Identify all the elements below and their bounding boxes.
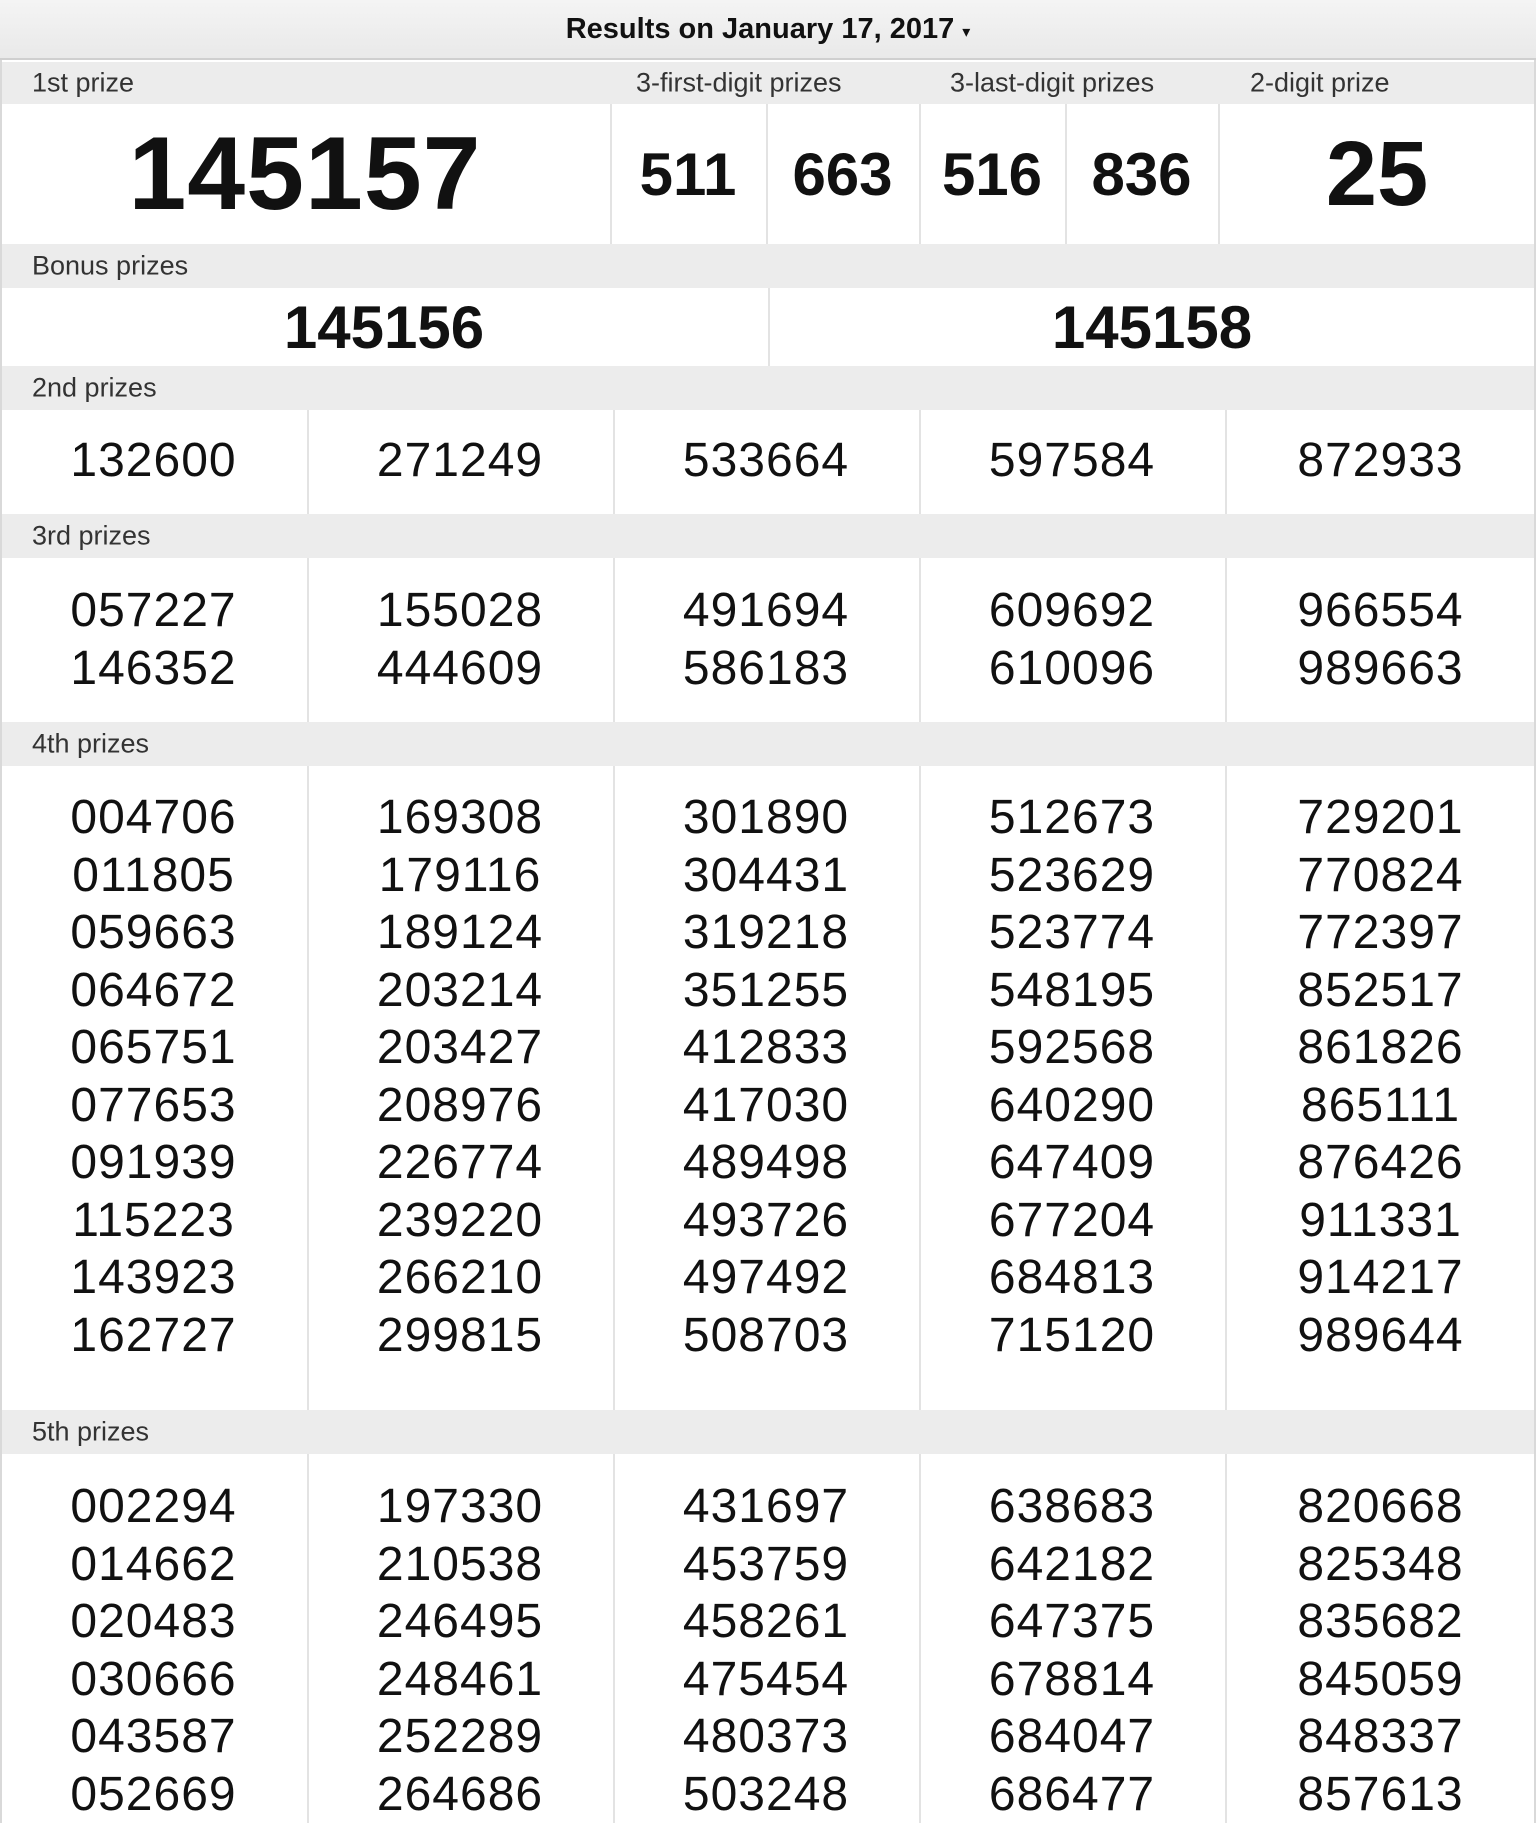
divider [613, 558, 615, 722]
fourth-prize-column [613, 789, 919, 1364]
fourth-prize-number: 715120 [988, 1308, 1156, 1362]
fourth-prize-number: 677204 [988, 1193, 1156, 1247]
fourth-prize-number: 523774 [988, 906, 1156, 959]
fourth-prize-column [0, 789, 307, 1364]
second-prize-column [1225, 432, 1536, 490]
three-first-digit-header: 3-first-digit prizes [636, 67, 842, 98]
divider [613, 410, 615, 514]
fourth-prize-number: 770824 [1297, 848, 1464, 902]
divider [613, 1454, 615, 1823]
third-prizes-label: 3rd prizes [32, 520, 151, 551]
fourth-prize-number: 865111 [1300, 1078, 1461, 1132]
third-prize-number: 146352 [70, 641, 237, 695]
third-prize-number: 444609 [376, 641, 544, 695]
three-last-digit-value: 516 [941, 140, 1043, 208]
fourth-prizes-label: 4th prizes [32, 728, 150, 759]
divider [1225, 766, 1227, 1410]
fourth-prize-number: 319218 [682, 906, 850, 959]
divider [919, 1454, 921, 1823]
divider [307, 410, 309, 514]
fifth-prize-number: 210538 [376, 1537, 544, 1591]
fourth-prize-number: 239220 [376, 1193, 544, 1247]
fifth-prize-column [613, 1478, 919, 1823]
fifth-prize-number: 431697 [682, 1480, 850, 1533]
divider [919, 766, 921, 1410]
second-prize-column [919, 432, 1225, 490]
fourth-prize-number: 772397 [1297, 906, 1464, 959]
fourth-prize-number: 852517 [1297, 963, 1464, 1017]
third-prize-column [0, 582, 307, 697]
fourth-prize-number: 169308 [376, 791, 544, 844]
fourth-prize-column [307, 789, 613, 1364]
fourth-prize-number: 417030 [682, 1078, 850, 1132]
fourth-prize-number: 876426 [1297, 1136, 1464, 1189]
fifth-prize-number: 835682 [1297, 1595, 1464, 1648]
fourth-prize-number: 351255 [682, 963, 850, 1017]
fifth-prize-number: 252289 [376, 1710, 544, 1763]
fourth-prize-number: 077653 [70, 1078, 237, 1132]
date-selector-label: Results on January 17, 2017 [565, 12, 955, 45]
third-prize-number: 966554 [1297, 584, 1464, 637]
third-prize-column [307, 582, 613, 697]
fourth-prize-number: 266210 [376, 1251, 544, 1304]
fifth-prize-number: 043587 [70, 1710, 237, 1763]
date-selector[interactable] [0, 0, 1536, 60]
fourth-prize-number: 179116 [378, 848, 542, 902]
third-prize-number: 609692 [988, 584, 1156, 637]
fourth-prize-number: 523629 [988, 848, 1156, 902]
chevron-down-icon: ▾ [962, 24, 971, 41]
fifth-prizes-header [0, 1410, 1536, 1454]
fourth-prize-number: 143923 [70, 1251, 237, 1304]
fifth-prize-number: 197330 [376, 1480, 544, 1533]
fourth-prize-number: 729201 [1297, 791, 1464, 844]
third-prize-number: 491694 [682, 584, 850, 637]
third-prize-column [1225, 582, 1536, 697]
fifth-prize-number: 264686 [376, 1767, 544, 1821]
third-prize-column [613, 582, 919, 697]
fifth-prize-number: 848337 [1297, 1710, 1464, 1763]
fourth-prize-number: 489498 [682, 1136, 850, 1189]
fifth-prize-column [919, 1478, 1225, 1823]
fifth-prize-number: 453759 [682, 1537, 850, 1591]
third-prize-column [919, 582, 1225, 697]
fifth-prize-number: 638683 [988, 1480, 1156, 1533]
divider [613, 766, 615, 1410]
three-first-digit-value: 511 [639, 140, 737, 208]
divider [1218, 104, 1220, 244]
divider [0, 60, 2, 1823]
divider [766, 104, 768, 244]
fourth-prize-number: 548195 [988, 963, 1156, 1017]
divider [1065, 104, 1067, 244]
third-prize-number: 610096 [988, 641, 1156, 695]
second-prize-column [0, 432, 307, 490]
bonus-prizes-label: Bonus prizes [32, 250, 189, 281]
fourth-prize-number: 640290 [988, 1078, 1156, 1132]
fourth-prize-number: 684813 [988, 1251, 1156, 1304]
fourth-prizes-header [0, 722, 1536, 766]
fourth-prize-number: 989644 [1297, 1308, 1464, 1362]
fourth-prize-number: 226774 [376, 1136, 544, 1189]
fourth-prize-number: 412833 [682, 1021, 850, 1074]
fourth-prize-column [1225, 789, 1536, 1364]
fourth-prize-number: 592568 [988, 1021, 1156, 1074]
second-prize-number: 533664 [682, 434, 850, 487]
fourth-prize-number: 064672 [70, 963, 237, 1017]
fourth-prize-number: 115223 [72, 1193, 235, 1247]
second-prizes-label: 2nd prizes [32, 372, 157, 403]
fourth-prize-number: 004706 [70, 791, 237, 844]
fourth-prize-number: 065751 [70, 1021, 237, 1074]
second-prize-number: 872933 [1297, 434, 1464, 487]
fourth-prize-number: 647409 [988, 1136, 1156, 1189]
fourth-prize-number: 508703 [682, 1308, 850, 1362]
two-digit-value: 25 [1325, 122, 1429, 225]
fourth-prize-number: 162727 [70, 1308, 237, 1362]
fifth-prize-column [307, 1478, 613, 1823]
fifth-prize-number: 845059 [1297, 1652, 1464, 1706]
divider [1225, 1454, 1227, 1823]
divider [1225, 558, 1227, 722]
fifth-prize-number: 503248 [682, 1767, 850, 1821]
bonus-prize-value: 145158 [1051, 293, 1253, 361]
second-prize-column [613, 432, 919, 490]
third-prize-number: 057227 [70, 584, 237, 637]
third-prize-number: 155028 [376, 584, 544, 637]
divider [610, 104, 612, 244]
fifth-prize-number: 002294 [70, 1480, 237, 1533]
divider [768, 288, 770, 366]
fourth-prize-number: 512673 [988, 791, 1156, 844]
fifth-prize-number: 030666 [70, 1652, 237, 1706]
fourth-prize-number: 493726 [682, 1193, 850, 1247]
three-last-digit-header: 3-last-digit prizes [950, 67, 1155, 98]
fifth-prize-number: 820668 [1297, 1480, 1464, 1533]
second-prize-number: 271249 [376, 434, 544, 487]
top-prize-header-row [0, 62, 1536, 104]
first-prize-value: 145157 [128, 115, 482, 232]
fifth-prize-number: 480373 [682, 1710, 850, 1763]
fourth-prize-number: 861826 [1297, 1021, 1464, 1074]
fifth-prize-number: 678814 [988, 1652, 1156, 1706]
fifth-prize-number: 857613 [1297, 1767, 1464, 1821]
fourth-prize-number: 299815 [376, 1308, 544, 1362]
third-prize-number: 989663 [1297, 641, 1464, 695]
fourth-prize-number: 059663 [70, 906, 237, 959]
first-prize-header: 1st prize [32, 67, 135, 98]
second-prize-number: 597584 [988, 434, 1156, 487]
fifth-prize-number: 686477 [988, 1767, 1156, 1821]
two-digit-header: 2-digit prize [1250, 67, 1390, 98]
divider [307, 766, 309, 1410]
third-prize-number: 586183 [682, 641, 850, 695]
fourth-prize-number: 911331 [1299, 1193, 1462, 1247]
three-last-digit-value: 836 [1091, 140, 1192, 208]
fourth-prize-number: 301890 [682, 791, 850, 844]
fifth-prize-number: 020483 [70, 1595, 237, 1648]
fourth-prize-number: 189124 [376, 906, 544, 959]
fifth-prize-number: 246495 [376, 1595, 544, 1648]
divider [307, 1454, 309, 1823]
fifth-prize-column [1225, 1478, 1536, 1823]
fifth-prize-number: 684047 [988, 1710, 1156, 1763]
bonus-prizes-header [0, 244, 1536, 288]
second-prize-number: 132600 [70, 434, 237, 487]
divider [1225, 410, 1227, 514]
fourth-prize-number: 091939 [70, 1136, 237, 1189]
fifth-prize-number: 014662 [70, 1537, 237, 1591]
fourth-prize-number: 203214 [376, 963, 544, 1017]
three-first-digit-value: 663 [792, 140, 893, 208]
divider [307, 558, 309, 722]
divider [919, 410, 921, 514]
fourth-prize-number: 203427 [376, 1021, 544, 1074]
fourth-prize-number: 011805 [72, 848, 235, 902]
second-prize-column [307, 432, 613, 490]
fifth-prize-number: 825348 [1297, 1537, 1464, 1591]
fifth-prize-number: 248461 [376, 1652, 544, 1706]
fifth-prize-number: 052669 [70, 1767, 237, 1821]
bonus-prize-value: 145156 [283, 293, 485, 361]
fourth-prize-number: 914217 [1297, 1251, 1464, 1304]
fourth-prize-number: 304431 [682, 848, 850, 902]
fourth-prize-number: 208976 [376, 1078, 544, 1132]
second-prizes-header [0, 366, 1536, 410]
divider [919, 104, 921, 244]
divider [919, 558, 921, 722]
fifth-prize-number: 642182 [988, 1537, 1156, 1591]
fifth-prize-number: 647375 [988, 1595, 1156, 1648]
third-prizes-header [0, 514, 1536, 558]
fifth-prizes-label: 5th prizes [32, 1416, 150, 1447]
fourth-prize-column [919, 789, 1225, 1364]
fifth-prize-number: 475454 [682, 1652, 850, 1706]
fifth-prize-column [0, 1478, 307, 1823]
fourth-prize-number: 497492 [682, 1251, 850, 1304]
fifth-prize-number: 458261 [682, 1595, 850, 1648]
